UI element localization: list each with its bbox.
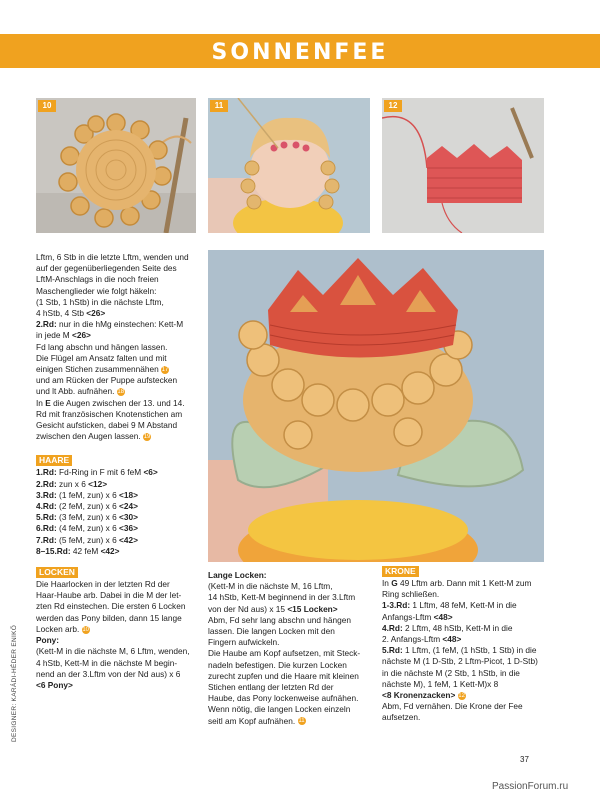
intro-line: Maschenglieder wie folgt häkeln: <box>36 285 157 296</box>
photo-number-badge: 10 <box>38 100 56 112</box>
lange-locken-line: Abm, Fd sehr lang abschn und hängen <box>208 614 351 625</box>
haare-row: 8–15.Rd: 42 feM <42> <box>36 545 120 556</box>
krone-line: <8 Kronenzacken> 12 <box>382 690 465 701</box>
pony-heading: Pony: <box>36 635 60 646</box>
locken-line: Locken arb. 10 <box>36 623 90 634</box>
page-number: 37 <box>520 755 529 764</box>
step-ref-icon: 10 <box>82 626 90 633</box>
page-title: SONNENFEE <box>211 40 389 65</box>
photo-doll-hair <box>208 98 370 233</box>
text-column-middle <box>208 570 373 727</box>
lange-locken-line: nadeln befestigen. Die kurzen Locken <box>208 659 347 670</box>
lange-locken-line: Wenn nötig, die langen Locken einzeln <box>208 704 351 715</box>
lange-locken-line: von der Nd aus) x 15 <15 Locken> <box>208 603 338 614</box>
step-ref-icon: 19 <box>143 434 151 441</box>
pony-count: <6 Pony> <box>36 679 73 690</box>
krone-line: 1-3.Rd: 1 Lftm, 48 feM, Kett-M in die <box>382 600 517 611</box>
locken-line: zten Rd einstechen. Die ersten 6 Locken <box>36 601 186 612</box>
intro-line: 4 hStb, 4 Stb <26> <box>36 308 106 319</box>
krone-line: nächste M (1 D-Stb, 2 Lftm-Picot, 1 D-Stb) <box>382 656 538 667</box>
lange-locken-line: Fingern aufwickeln. <box>208 637 280 648</box>
krone-line: nächste M), 1 feM, 1 Kett-M)x 8 <box>382 678 499 689</box>
eyes-line: Gesicht aufsticken, dabei 9 M Abstand <box>36 420 178 431</box>
photo-crown-strip <box>382 98 544 233</box>
text-column-left <box>36 252 204 691</box>
eyes-line: Rd mit französischen Knotenstichen am <box>36 408 183 419</box>
instruction-line: einigen Stichen zusammennähen 17 <box>36 364 169 375</box>
eyes-line: In E die Augen zwischen der 13. und 14. <box>36 397 185 408</box>
locken-line: werden das Pony bilden, dann 15 lange <box>36 612 182 623</box>
krone-line: Anfangs-Lftm <48> <box>382 611 453 622</box>
locken-line: Haar-Haube arb. Dabei in die M der let- <box>36 590 182 601</box>
watermark: PassionForum.ru <box>492 781 569 792</box>
section-heading-haare: HAARE <box>36 455 72 466</box>
intro-line: auf der gegenüberliegenden Seite des <box>36 263 177 274</box>
intro-line: (1 Stb, 1 hStb) in die nächste Lftm, <box>36 296 164 307</box>
lange-locken-line: (Kett-M in die nächste M, 16 Lftm, <box>208 581 333 592</box>
text-column-right <box>382 566 547 724</box>
lange-locken-line: seitl am Kopf aufnähen. 11 <box>208 715 305 726</box>
eyes-line: zwischen den Augen lassen. 19 <box>36 431 151 442</box>
lange-locken-line: zurecht zupfen und die Haare mit kleinen <box>208 670 359 681</box>
haare-row: 5.Rd: (3 feM, zun) x 6 <30> <box>36 512 138 523</box>
haare-row: 3.Rd: (1 feM, zun) x 6 <18> <box>36 489 138 500</box>
instruction-line: Fd lang abschn und hängen lassen. <box>36 341 168 352</box>
pony-line: (Kett-M in die nächste M, 6 Lftm, wenden, <box>36 646 190 657</box>
photo-hair-cap <box>36 98 196 233</box>
designer-credit: DESIGNER: KARÁDI-HÉDER ENIKŐ <box>11 624 18 742</box>
lange-locken-line: 14 hStb, Kett-M beginnend in der 3.Lftm <box>208 592 356 603</box>
instruction-line: und am Rücken der Puppe aufstecken <box>36 375 178 386</box>
round-2-line: 2.Rd: nur in die hMg einstechen: Kett-M <box>36 319 184 330</box>
step-ref-icon: 17 <box>161 366 169 373</box>
intro-line: LftM-Anschlags in die noch freien <box>36 274 159 285</box>
locken-line: Die Haarlocken in der letzten Rd der <box>36 579 170 590</box>
step-ref-icon: 18 <box>117 389 125 396</box>
krone-line: aufsetzen. <box>382 712 421 723</box>
round-2-line: in jede M <26> <box>36 330 91 341</box>
haare-row: 6.Rd: (4 feM, zun) x 6 <36> <box>36 523 138 534</box>
krone-line: In G 49 Lftm arb. Dann mit 1 Kett-M zum <box>382 578 532 588</box>
pony-line: 4 hStb, Kett-M in die nächste M begin- <box>36 657 178 668</box>
lange-locken-line: lassen. Die langen Locken mit den <box>208 626 335 637</box>
lange-locken-line: Die Haube am Kopf aufsetzen, mit Steck- <box>208 648 361 659</box>
lange-locken-line: Stichen entlang der letzten Rd der <box>208 682 334 693</box>
krone-line: Abm, Fd vernähen. Die Krone der Fee <box>382 701 523 712</box>
step-ref-icon: 12 <box>458 692 465 699</box>
krone-line: 5.Rd: 1 Lftm, (1 feM, (1 hStb, 1 Stb) in die <box>382 645 537 656</box>
haare-row: 2.Rd: zun x 6 <12> <box>36 478 108 489</box>
krone-line: 2. Anfangs-Lftm <48> <box>382 634 462 645</box>
haare-row: 4.Rd: (2 feM, zun) x 6 <24> <box>36 501 138 512</box>
step-ref-icon: 11 <box>298 718 305 725</box>
instruction-line: und lt Abb. aufnähen. 18 <box>36 386 125 397</box>
lange-locken-line: Haube, das Pony lockenweise aufnähen. <box>208 693 359 704</box>
section-heading-krone: KRONE <box>382 566 419 577</box>
pony-line: nend an der 3.Lftm von der Nd aus) x 6 <box>36 668 181 679</box>
haare-row: 1.Rd: Fd-Ring in F mit 6 feM <6> <box>36 467 158 478</box>
haare-row: 7.Rd: (5 feM, zun) x 6 <42> <box>36 534 138 545</box>
photo-doll-crown-closeup <box>208 250 544 562</box>
photo-number-badge: 12 <box>384 100 402 112</box>
krone-line: Ring schließen. <box>382 589 440 600</box>
photo-number-badge: 11 <box>210 100 228 112</box>
intro-line: Lftm, 6 Stb in die letzte Lftm, wenden und <box>36 252 189 262</box>
krone-line: 4.Rd: 2 Lftm, 48 hStb, Kett-M in die <box>382 622 513 633</box>
section-heading-locken: LOCKEN <box>36 567 78 578</box>
instruction-line: Die Flügel am Ansatz falten und mit <box>36 352 167 363</box>
krone-line: in die nächste M (2 Stb, 1 hStb, in die <box>382 667 520 678</box>
lange-locken-heading: Lange Locken: <box>208 570 267 580</box>
